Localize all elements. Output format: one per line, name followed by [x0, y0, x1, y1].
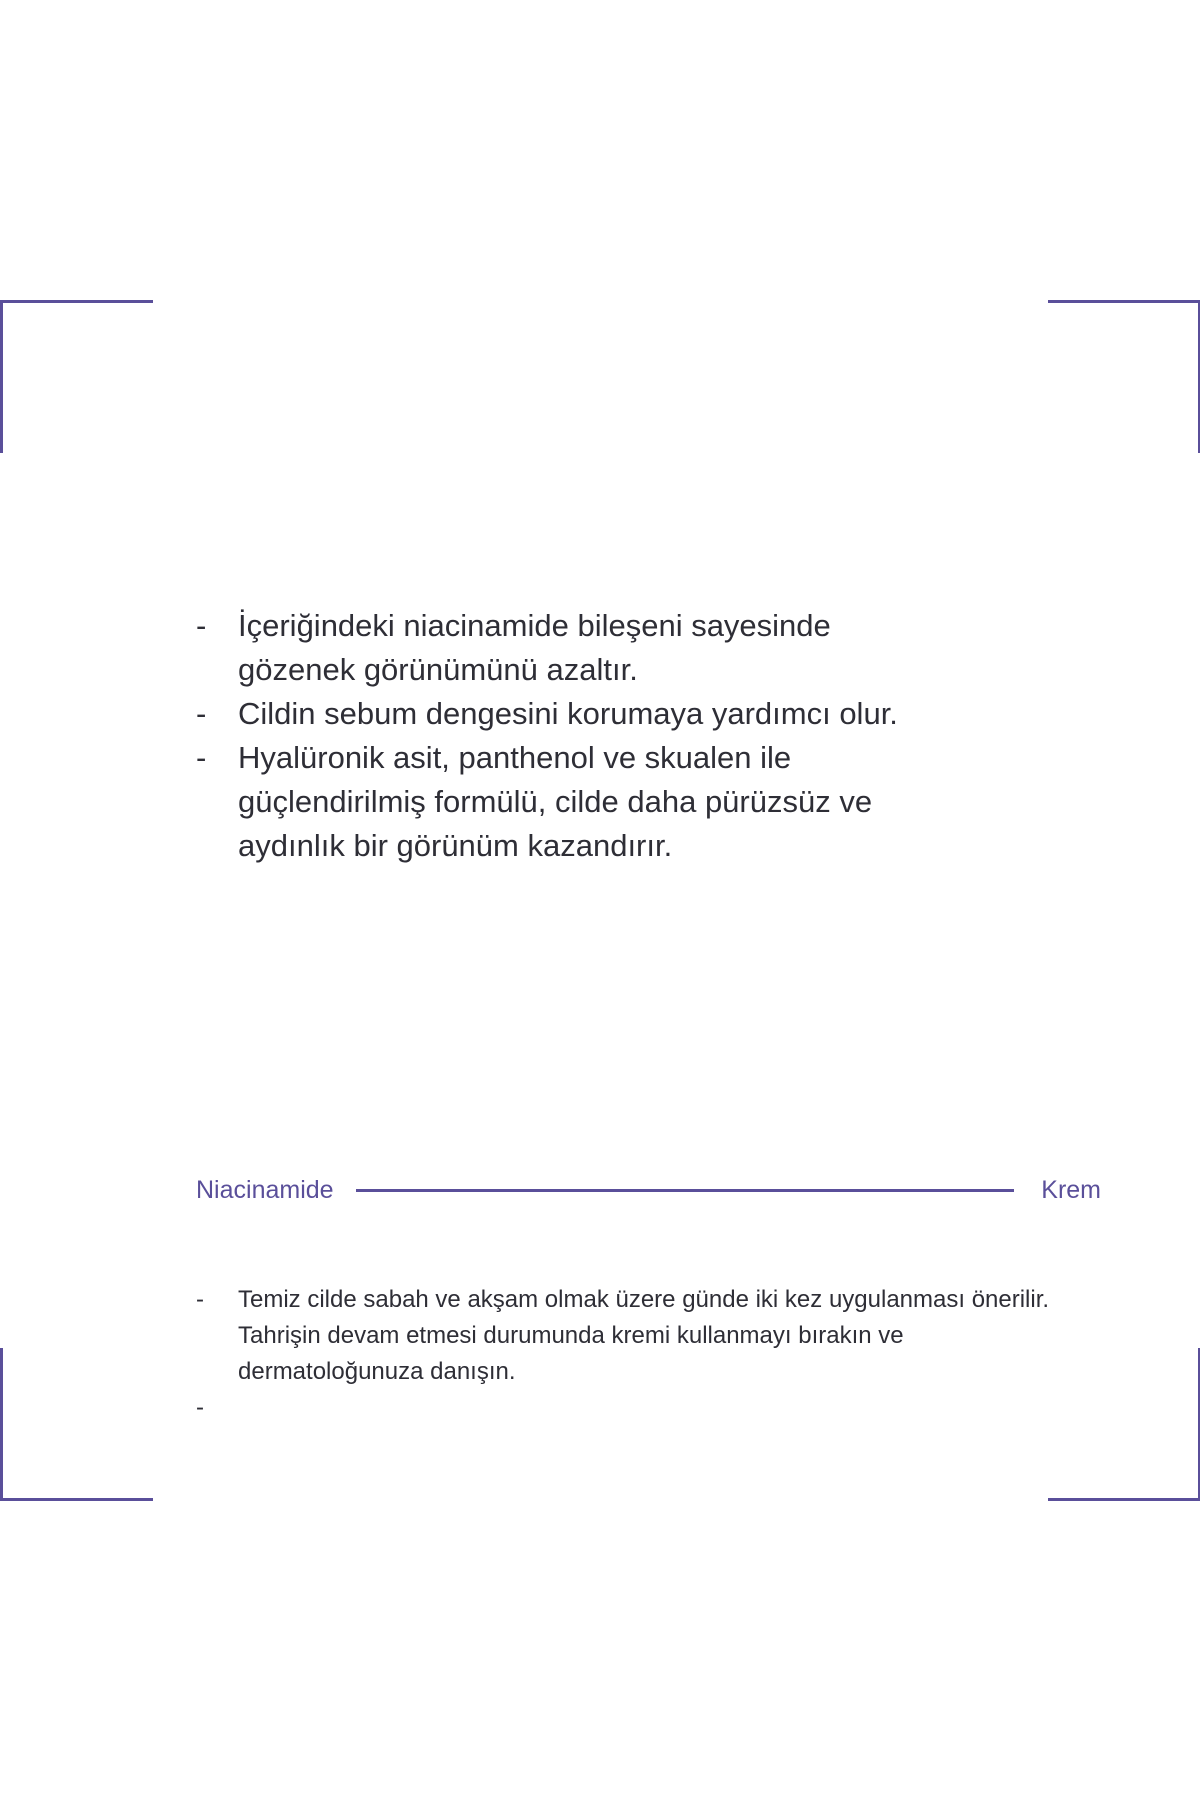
- benefit-item: [196, 692, 956, 736]
- benefit-item: [196, 604, 956, 692]
- corner-mark-top-right: [1048, 300, 1200, 453]
- bullet-dash: -: [196, 1286, 204, 1313]
- usage-list: [196, 1282, 1056, 1434]
- bullet-dash: -: [196, 696, 207, 731]
- benefit-text: Cildin sebum dengesini korumaya yardımcı olur.: [238, 696, 898, 731]
- usage-text: Temiz cilde sabah ve akşam olmak üzere günde iki kez uygulanması önerilir. Tahrişin devam etmesi durumunda kremi kullanmayı bırakın ve dermatoloğunuza danışın.: [238, 1286, 1050, 1385]
- product-divider: [196, 1172, 1101, 1208]
- benefits-list: [196, 604, 956, 868]
- benefit-text: Hyalüronik asit, panthenol ve skualen ile güçlendirilmiş formülü, cilde daha pürüzsüz ve aydınlık bir görünüm kazandırır.: [238, 740, 873, 863]
- corner-mark-top-left: [0, 300, 153, 453]
- usage-item: [196, 1282, 1056, 1390]
- benefit-text: İçeriğindeki niacinamide bileşeni sayesinde gözenek görünümünü azaltır.: [238, 608, 831, 687]
- corner-mark-bottom-right: [1048, 1348, 1200, 1501]
- usage-item-empty: [196, 1390, 1056, 1434]
- bullet-dash: -: [196, 1394, 204, 1421]
- bullet-dash: -: [196, 740, 207, 775]
- ingredient-label: Niacinamide: [196, 1176, 334, 1204]
- product-type-label: Krem: [1041, 1176, 1101, 1204]
- corner-mark-bottom-left: [0, 1348, 153, 1501]
- divider-line: [356, 1189, 1014, 1192]
- bullet-dash: -: [196, 608, 207, 643]
- benefit-item: [196, 736, 956, 868]
